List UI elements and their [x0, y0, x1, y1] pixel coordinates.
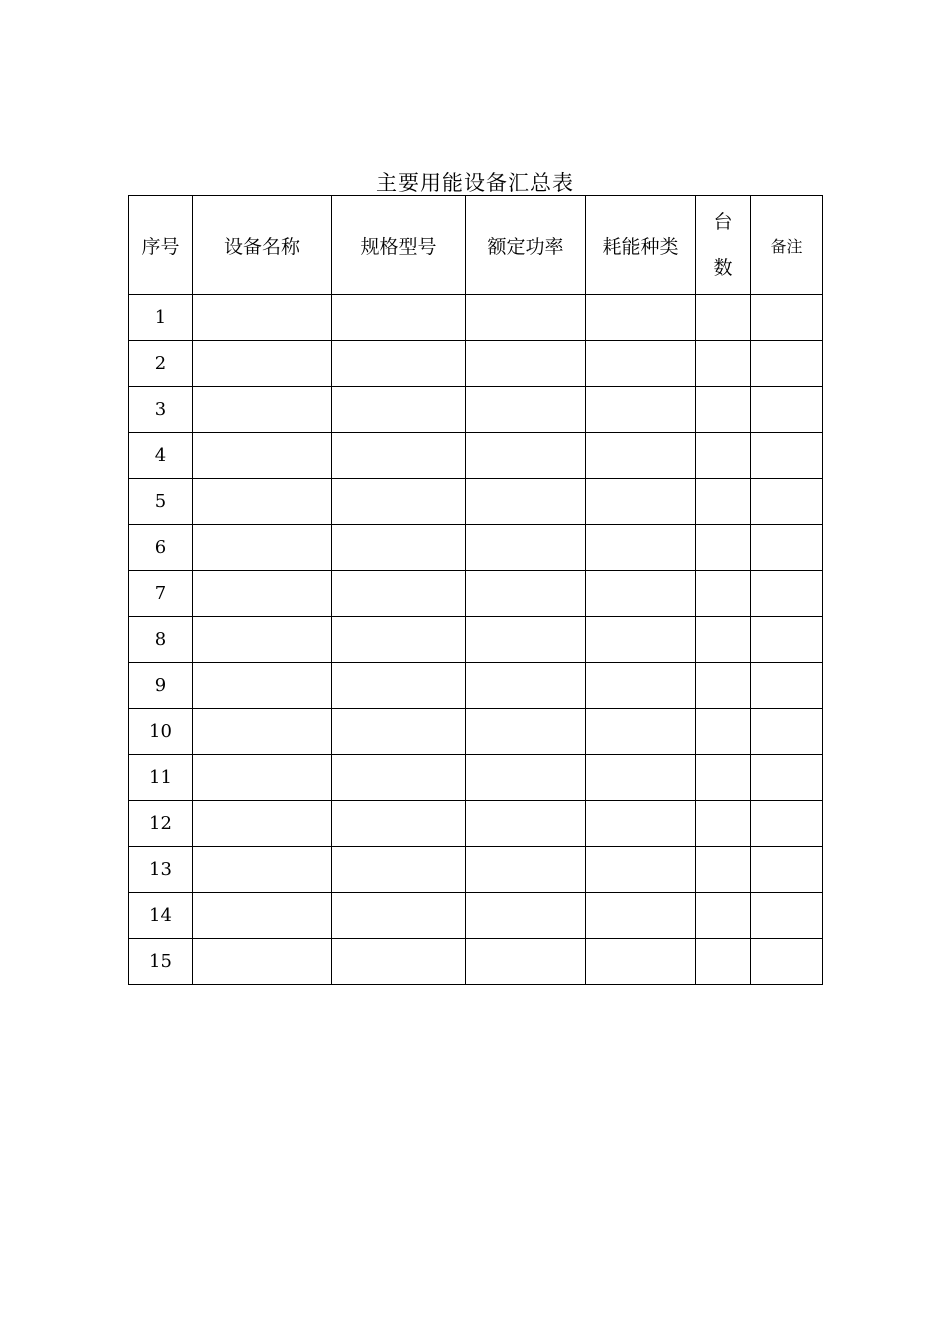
remark-cell[interactable]	[751, 617, 823, 663]
power-cell[interactable]	[466, 939, 586, 985]
model-cell[interactable]	[332, 663, 466, 709]
seq-cell: 2	[129, 341, 193, 387]
energy-type-cell[interactable]	[586, 709, 696, 755]
power-cell[interactable]	[466, 387, 586, 433]
table-row	[129, 939, 823, 985]
model-cell[interactable]	[332, 295, 466, 341]
table-row	[129, 893, 823, 939]
equipment-summary-table	[128, 195, 823, 985]
name-cell[interactable]	[193, 571, 332, 617]
model-cell[interactable]	[332, 433, 466, 479]
remark-cell[interactable]	[751, 525, 823, 571]
name-cell[interactable]	[193, 663, 332, 709]
seq-cell: 4	[129, 433, 193, 479]
count-cell[interactable]	[696, 893, 751, 939]
header-energy-type: 耗能种类	[586, 196, 696, 295]
model-cell[interactable]	[332, 939, 466, 985]
remark-cell[interactable]	[751, 709, 823, 755]
seq-cell: 8	[129, 617, 193, 663]
seq-cell: 10	[129, 709, 193, 755]
power-cell[interactable]	[466, 479, 586, 525]
count-cell[interactable]	[696, 387, 751, 433]
name-cell[interactable]	[193, 295, 332, 341]
count-cell[interactable]	[696, 663, 751, 709]
count-cell[interactable]	[696, 525, 751, 571]
name-cell[interactable]	[193, 525, 332, 571]
table-row	[129, 341, 823, 387]
name-cell[interactable]	[193, 847, 332, 893]
remark-cell[interactable]	[751, 893, 823, 939]
table-row	[129, 433, 823, 479]
name-cell[interactable]	[193, 341, 332, 387]
remark-cell[interactable]	[751, 387, 823, 433]
energy-type-cell[interactable]	[586, 433, 696, 479]
power-cell[interactable]	[466, 893, 586, 939]
energy-type-cell[interactable]	[586, 847, 696, 893]
seq-cell: 13	[129, 847, 193, 893]
power-cell[interactable]	[466, 755, 586, 801]
model-cell[interactable]	[332, 847, 466, 893]
header-count-line2: 数	[713, 257, 733, 279]
name-cell[interactable]	[193, 709, 332, 755]
name-cell[interactable]	[193, 893, 332, 939]
table-row	[129, 295, 823, 341]
count-cell[interactable]	[696, 847, 751, 893]
seq-cell: 12	[129, 801, 193, 847]
energy-type-cell[interactable]	[586, 893, 696, 939]
header-remark: 备注	[751, 196, 823, 295]
energy-type-cell[interactable]	[586, 341, 696, 387]
seq-cell: 1	[129, 295, 193, 341]
name-cell[interactable]	[193, 939, 332, 985]
energy-type-cell[interactable]	[586, 755, 696, 801]
table-row	[129, 617, 823, 663]
energy-type-cell[interactable]	[586, 571, 696, 617]
count-cell[interactable]	[696, 755, 751, 801]
remark-cell[interactable]	[751, 433, 823, 479]
header-row	[129, 196, 823, 295]
table-row	[129, 571, 823, 617]
header-model: 规格型号	[332, 196, 466, 295]
table-row	[129, 663, 823, 709]
count-cell[interactable]	[696, 709, 751, 755]
table-body	[129, 295, 823, 985]
remark-cell[interactable]	[751, 571, 823, 617]
model-cell[interactable]	[332, 571, 466, 617]
seq-cell: 6	[129, 525, 193, 571]
name-cell[interactable]	[193, 387, 332, 433]
power-cell[interactable]	[466, 663, 586, 709]
seq-cell: 7	[129, 571, 193, 617]
model-cell[interactable]	[332, 755, 466, 801]
table-row	[129, 479, 823, 525]
remark-cell[interactable]	[751, 341, 823, 387]
seq-cell: 11	[129, 755, 193, 801]
count-cell[interactable]	[696, 479, 751, 525]
power-cell[interactable]	[466, 709, 586, 755]
model-cell[interactable]	[332, 617, 466, 663]
header-name: 设备名称	[193, 196, 332, 295]
power-cell[interactable]	[466, 847, 586, 893]
page-title: 主要用能设备汇总表	[376, 171, 574, 195]
remark-cell[interactable]	[751, 801, 823, 847]
seq-cell: 3	[129, 387, 193, 433]
power-cell[interactable]	[466, 295, 586, 341]
remark-cell[interactable]	[751, 755, 823, 801]
header-count-line1: 台	[713, 211, 733, 233]
count-cell[interactable]	[696, 571, 751, 617]
power-cell[interactable]	[466, 617, 586, 663]
model-cell[interactable]	[332, 341, 466, 387]
power-cell[interactable]	[466, 341, 586, 387]
model-cell[interactable]	[332, 525, 466, 571]
power-cell[interactable]	[466, 433, 586, 479]
count-cell[interactable]	[696, 341, 751, 387]
name-cell[interactable]	[193, 617, 332, 663]
remark-cell[interactable]	[751, 663, 823, 709]
count-cell[interactable]	[696, 801, 751, 847]
energy-type-cell[interactable]	[586, 801, 696, 847]
name-cell[interactable]	[193, 755, 332, 801]
model-cell[interactable]	[332, 709, 466, 755]
table-row	[129, 847, 823, 893]
remark-cell[interactable]	[751, 295, 823, 341]
table-row	[129, 387, 823, 433]
header-count	[696, 196, 751, 295]
power-cell[interactable]	[466, 525, 586, 571]
count-cell[interactable]	[696, 295, 751, 341]
remark-cell[interactable]	[751, 847, 823, 893]
name-cell[interactable]	[193, 801, 332, 847]
count-cell[interactable]	[696, 939, 751, 985]
name-cell[interactable]	[193, 479, 332, 525]
count-cell[interactable]	[696, 433, 751, 479]
model-cell[interactable]	[332, 893, 466, 939]
remark-cell[interactable]	[751, 479, 823, 525]
table-row	[129, 755, 823, 801]
seq-cell: 9	[129, 663, 193, 709]
seq-cell: 14	[129, 893, 193, 939]
remark-cell[interactable]	[751, 939, 823, 985]
energy-type-cell[interactable]	[586, 295, 696, 341]
count-cell[interactable]	[696, 617, 751, 663]
energy-type-cell[interactable]	[586, 525, 696, 571]
power-cell[interactable]	[466, 571, 586, 617]
seq-cell: 5	[129, 479, 193, 525]
table-row	[129, 525, 823, 571]
name-cell[interactable]	[193, 433, 332, 479]
energy-type-cell[interactable]	[586, 479, 696, 525]
table-row	[129, 801, 823, 847]
energy-type-cell[interactable]	[586, 617, 696, 663]
power-cell[interactable]	[466, 801, 586, 847]
model-cell[interactable]	[332, 479, 466, 525]
model-cell[interactable]	[332, 801, 466, 847]
model-cell[interactable]	[332, 387, 466, 433]
energy-type-cell[interactable]	[586, 663, 696, 709]
energy-type-cell[interactable]	[586, 939, 696, 985]
seq-cell: 15	[129, 939, 193, 985]
header-seq: 序号	[129, 196, 193, 295]
header-power: 额定功率	[466, 196, 586, 295]
energy-type-cell[interactable]	[586, 387, 696, 433]
table-row	[129, 709, 823, 755]
